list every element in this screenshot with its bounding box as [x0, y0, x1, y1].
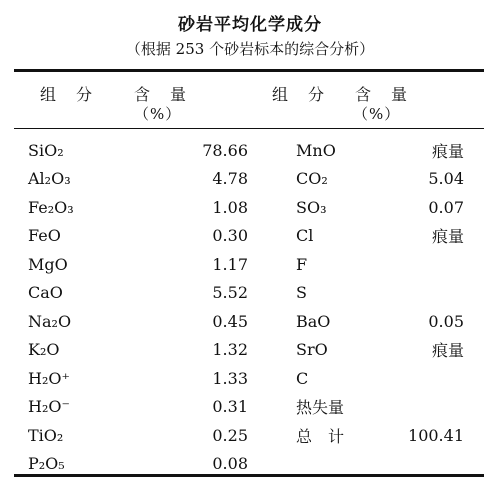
- component-value: 痕量: [431, 227, 464, 247]
- table-title: 砂岩平均化学成分: [178, 15, 322, 35]
- component-value: 5.52: [212, 283, 248, 303]
- table-row: [0, 193, 464, 222]
- component-value: 0.05: [428, 311, 464, 331]
- component-name: SrO: [296, 340, 328, 360]
- component-value: [404, 393, 464, 422]
- component-value: 100.41: [408, 425, 464, 445]
- component-value: 78.66: [202, 140, 248, 160]
- table-subtitle: （根据 253 个砂岩标本的综合分析）: [125, 40, 375, 58]
- table-row: [0, 393, 464, 422]
- header-unit-right: （%）: [353, 105, 401, 123]
- component-name: 总 计: [296, 426, 345, 446]
- component-name: F: [296, 254, 308, 274]
- component-value: 1.33: [212, 368, 248, 388]
- component-value: 4.78: [212, 169, 248, 189]
- component-value: 0.31: [212, 397, 248, 417]
- component-value: 痕量: [431, 141, 464, 161]
- component-name: SiO₂: [28, 140, 64, 160]
- component-name: P₂O₅: [28, 454, 65, 474]
- component-name: Fe₂O₃: [28, 197, 74, 217]
- table-row: [0, 279, 464, 308]
- component-name: C: [296, 368, 309, 388]
- component-name: SO₃: [296, 197, 327, 217]
- table-row: [0, 165, 464, 194]
- table-row: [0, 307, 464, 336]
- table-row: [0, 336, 464, 365]
- bottom-rule: [14, 474, 484, 477]
- component-value: [404, 279, 464, 308]
- header-rule: [14, 128, 484, 129]
- component-value: 痕量: [431, 341, 464, 361]
- component-name: FeO: [28, 226, 61, 246]
- component-name: CO₂: [296, 169, 328, 189]
- header-content-right: 含 量: [355, 85, 410, 104]
- table-row: [0, 421, 464, 450]
- header-component-right: 组 分: [272, 85, 327, 104]
- component-value: 0.25: [212, 425, 248, 445]
- component-value: 1.08: [212, 197, 248, 217]
- component-name: Na₂O: [28, 311, 72, 331]
- component-value: [404, 250, 464, 279]
- component-name: H₂O⁻: [28, 397, 70, 417]
- component-name: Al₂O₃: [28, 169, 71, 189]
- header-component-left: 组 分: [40, 85, 95, 104]
- table-row: [0, 222, 464, 251]
- component-value: 1.17: [212, 254, 248, 274]
- component-value: 5.04: [428, 169, 464, 189]
- top-rule: [14, 69, 484, 72]
- component-name: BaO: [296, 311, 331, 331]
- component-name: MnO: [296, 140, 336, 160]
- component-value: 0.08: [212, 454, 248, 474]
- component-value: 0.45: [212, 311, 248, 331]
- component-name: TiO₂: [28, 425, 64, 445]
- component-value: 0.07: [428, 197, 464, 217]
- component-name: S: [296, 283, 307, 303]
- component-name: 热失量: [296, 398, 345, 418]
- component-value: [404, 364, 464, 393]
- component-value: 0.30: [212, 226, 248, 246]
- component-name: MgO: [28, 254, 68, 274]
- composition-table: [0, 136, 464, 478]
- header-content-left: 含 量: [134, 85, 189, 104]
- header-unit-left: （%）: [134, 105, 182, 123]
- table-row: [0, 250, 464, 279]
- component-name: H₂O⁺: [28, 368, 70, 388]
- component-name: K₂O: [28, 340, 60, 360]
- component-name: CaO: [28, 283, 63, 303]
- component-value: 1.32: [212, 340, 248, 360]
- table-row: [0, 136, 464, 165]
- table-row: [0, 364, 464, 393]
- component-name: Cl: [296, 226, 314, 246]
